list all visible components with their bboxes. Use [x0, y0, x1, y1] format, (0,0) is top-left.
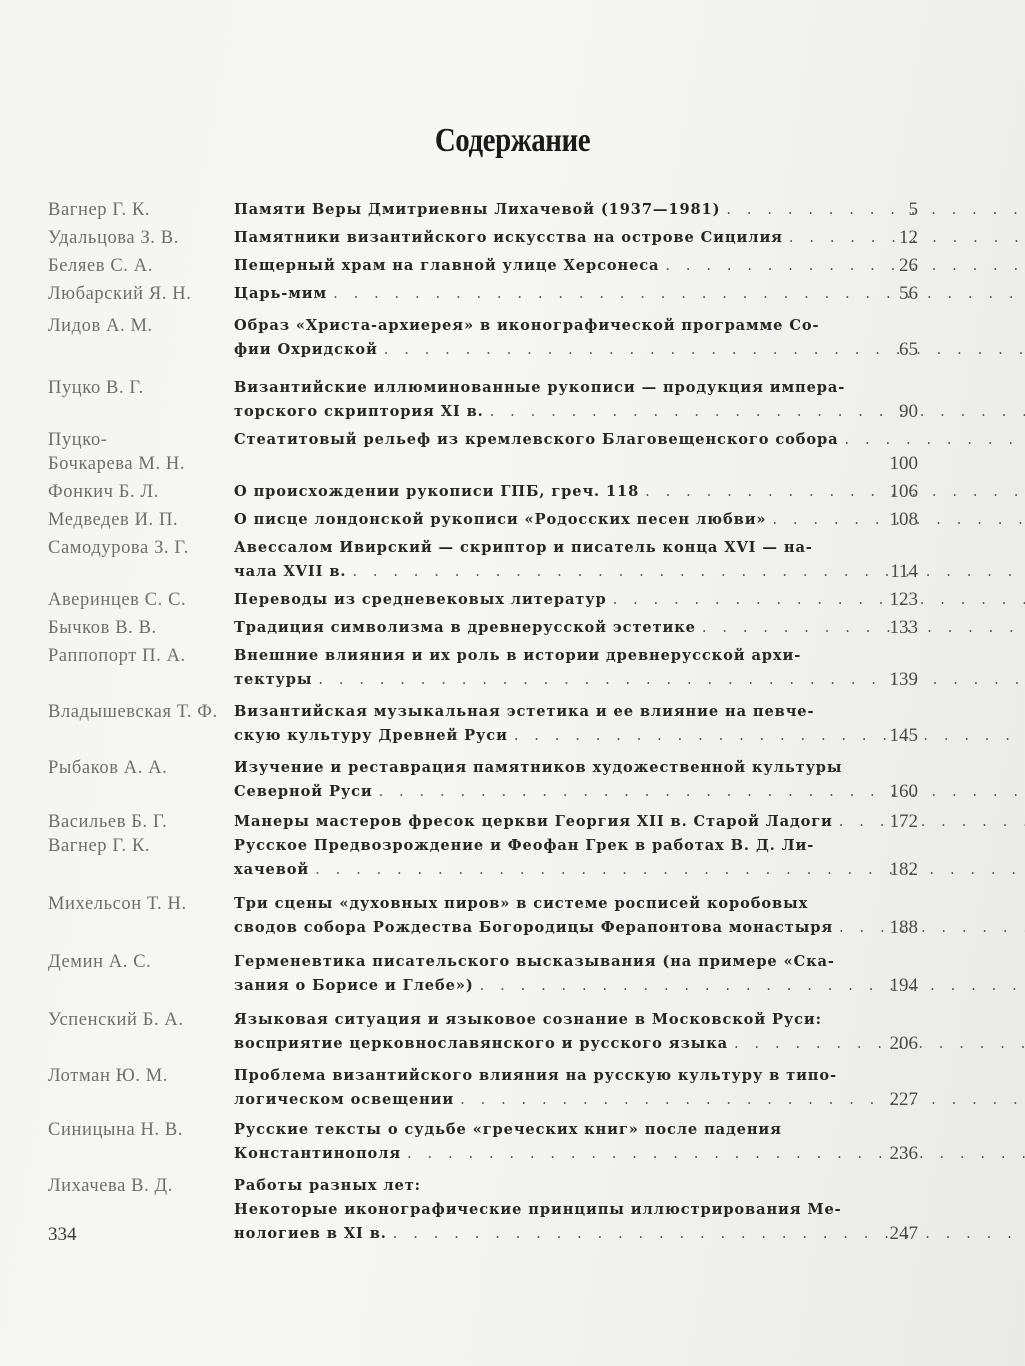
toc-author: Демин А. С. [48, 952, 152, 972]
toc-entry [48, 536, 918, 584]
dot-leader [613, 588, 1025, 612]
toc-title-text: Авессалом Ивирский — скриптор и писатель конца XVI — на- [234, 539, 813, 556]
toc-author: Медведев И. П. [48, 510, 179, 530]
toc-title-text: Стеатитовый рельеф из кремлевского Благовещенского собора [234, 431, 839, 448]
toc-title-line [234, 1174, 1025, 1198]
toc-page-number: 133 [889, 617, 918, 638]
toc-page-number: 227 [889, 1089, 918, 1110]
toc-author: Вагнер Г. К. [48, 200, 151, 220]
toc-title-text: Манеры мастеров фресок церкви Георгия XII в. Старой Ладоги [234, 813, 833, 830]
toc-title-text: Северной Руси [234, 783, 373, 800]
toc-page-number: 108 [889, 509, 918, 530]
toc-author: Бычков В. В. [48, 618, 157, 638]
toc-title-text: тектуры [234, 671, 313, 688]
toc-title-line [234, 536, 1025, 560]
toc-page-number: 236 [889, 1143, 918, 1164]
toc-title-text: Переводы из средневековых литератур [234, 591, 607, 608]
toc-title-text: Изучение и реставрация памятников художественной культуры [234, 759, 843, 776]
toc-page-number: 12 [899, 227, 918, 248]
toc-title-text: сводов собора Рождества Богородицы Ферапонтова монастыря [234, 919, 834, 936]
dot-leader [333, 282, 1025, 306]
toc-page-number: 100 [889, 453, 918, 474]
toc-author: Лотман Ю. М. [48, 1066, 169, 1086]
toc-title-text: Царь-мим [234, 285, 328, 302]
toc-entry [48, 376, 918, 424]
toc-entry [48, 282, 918, 306]
toc-entry [48, 428, 918, 476]
toc-entry [48, 644, 918, 692]
toc-page-number: 90 [899, 401, 918, 422]
toc-title-line [234, 892, 1025, 916]
toc-author: Любарский Я. Н. [48, 284, 192, 304]
dot-leader [514, 724, 1025, 748]
toc-title-line [234, 376, 1025, 400]
toc-title-text: Некоторые иконографические принципы иллюстрирования Ме- [234, 1201, 842, 1218]
dot-leader [480, 974, 1025, 998]
toc-page-number: 26 [899, 255, 918, 276]
toc-title-line [234, 834, 1025, 858]
toc-author: Аверинцев С. С. [48, 590, 187, 610]
toc-title-line [234, 428, 1025, 452]
toc-title-text: нологиев в XI в. [234, 1225, 387, 1242]
dot-leader [318, 668, 1025, 692]
toc-entry [48, 254, 918, 278]
toc-title-text: восприятие церковнославянского и русского языка [234, 1035, 729, 1052]
toc-entry [48, 508, 918, 532]
toc-author: Удальцова З. В. [48, 228, 179, 248]
toc-title-text: Герменевтика писательского высказывания (на примере «Ска- [234, 953, 835, 970]
toc-entry [48, 314, 918, 362]
toc-page-number: 56 [899, 283, 918, 304]
toc-page-number: 247 [889, 1223, 918, 1244]
toc-author: Вагнер Г. К. [48, 836, 151, 856]
toc-entry [48, 950, 918, 998]
toc-entry [48, 616, 918, 640]
dot-leader [460, 1088, 1025, 1112]
toc-page-number: 206 [889, 1033, 918, 1054]
toc-title-text: Памяти Веры Дмитриевны Лихачевой (1937—1981) [234, 201, 721, 218]
toc-title-text: скую культуру Древней Руси [234, 727, 508, 744]
toc-page-number: 114 [890, 561, 918, 582]
toc-title-text: Три сцены «духовных пиров» в системе росписей коробовых [234, 895, 809, 912]
toc-title-text: Памятники византийского искусства на острове Сицилия [234, 229, 783, 246]
toc-title-line [234, 644, 1025, 668]
dot-leader [379, 780, 1025, 804]
toc-title-line [234, 950, 1025, 974]
toc-author: Лидов А. М. [48, 316, 153, 336]
toc-page-number: 194 [889, 975, 918, 996]
toc-entry [48, 588, 918, 612]
toc-title-line [234, 756, 1025, 780]
toc-title-text: зания о Борисе и Глебе») [234, 977, 474, 994]
toc-author: Васильев Б. Г. [48, 812, 168, 832]
toc-title-text: Византийские иллюминованные рукописи — продукция импера- [234, 379, 846, 396]
page-title: Содержание [434, 122, 591, 159]
toc-title-text: хачевой [234, 861, 310, 878]
toc-title-line [234, 314, 1025, 338]
toc-author: Беляев С. А. [48, 256, 153, 276]
toc-title-text: О происхождении рукописи ГПБ, греч. 118 [234, 483, 640, 500]
page-number: 334 [48, 1224, 77, 1245]
toc-title-text: Работы разных лет: [234, 1177, 421, 1194]
toc-entry [48, 226, 918, 250]
toc-title-text: торского скриптория XI в. [234, 403, 484, 420]
table-of-contents [48, 198, 918, 1246]
toc-author: Владышевская Т. Ф. [48, 702, 218, 722]
toc-title-text: логическом освещении [234, 1091, 455, 1108]
toc-author: Пуцко В. Г. [48, 378, 144, 398]
toc-author: Раппопорт П. А. [48, 646, 186, 666]
toc-entry [48, 1118, 918, 1166]
toc-author: Рыбаков А. А. [48, 758, 168, 778]
toc-title-text: Языковая ситуация и языковое сознание в Московской Руси: [234, 1011, 822, 1028]
toc-title-text: Внешние влияния и их роль в истории древнерусской архи- [234, 647, 802, 664]
dot-leader [702, 616, 1025, 640]
toc-title-line [234, 1118, 1025, 1142]
dot-leader [839, 810, 1025, 834]
toc-entry [48, 810, 918, 834]
dot-leader [393, 1222, 1025, 1246]
toc-author: Синицына Н. В. [48, 1120, 184, 1140]
dot-leader [315, 858, 1025, 882]
toc-page-number: 145 [889, 725, 918, 746]
toc-author: Лихачева В. Д. [48, 1176, 174, 1196]
toc-author: Самодурова З. Г. [48, 538, 189, 558]
toc-entry [48, 892, 918, 940]
toc-page-number: 182 [889, 859, 918, 880]
dot-leader [352, 560, 1025, 584]
toc-author: Пуцко- Бочкарева М. Н. [48, 430, 186, 474]
toc-page-number: 123 [889, 589, 918, 610]
toc-title-text: Русские тексты о судьбе «греческих книг» после падения [234, 1121, 782, 1138]
toc-entry [48, 1174, 918, 1246]
toc-entry [48, 480, 918, 504]
toc-page-number: 5 [908, 199, 918, 220]
toc-page-number: 65 [899, 339, 918, 360]
toc-title-text: О писце лондонской рукописи «Родосских песен любви» [234, 511, 767, 528]
dot-leader [845, 428, 1025, 452]
toc-page-number: 188 [889, 917, 918, 938]
toc-author: Михельсон Т. Н. [48, 894, 187, 914]
toc-title-line [234, 1064, 1025, 1088]
toc-page-number: 139 [889, 669, 918, 690]
toc-page-number: 172 [889, 811, 918, 832]
toc-title-line [234, 1008, 1025, 1032]
toc-title-text: Пещерный храм на главной улице Херсонеса [234, 257, 660, 274]
toc-title-line [234, 700, 1025, 724]
toc-author: Фонкич Б. Л. [48, 482, 159, 502]
toc-title-line [234, 1198, 1025, 1222]
toc-entry [48, 1064, 918, 1112]
toc-entry [48, 198, 918, 222]
toc-title-text: Русское Предвозрождение и Феофан Грек в работах В. Д. Ли- [234, 837, 815, 854]
toc-title-text: Образ «Христа-архиерея» в иконографической программе Со- [234, 317, 820, 334]
toc-entry [48, 1008, 918, 1056]
dot-leader [384, 338, 1025, 362]
toc-title-text: фии Охридской [234, 341, 378, 358]
toc-title-text: Византийская музыкальная эстетика и ее влияние на певче- [234, 703, 815, 720]
toc-entry [48, 700, 918, 748]
toc-entry [48, 834, 918, 882]
dot-leader [490, 400, 1025, 424]
toc-title-text: Традиция символизма в древнерусской эстетике [234, 619, 696, 636]
toc-page-number: 106 [889, 481, 918, 502]
toc-title-text: Проблема византийского влияния на русскую культуру в типо- [234, 1067, 837, 1084]
toc-title-text: Константинополя [234, 1145, 402, 1162]
dot-leader [665, 254, 1025, 278]
toc-page-number: 160 [889, 781, 918, 802]
dot-leader [407, 1142, 1025, 1166]
dot-leader [839, 916, 1025, 940]
dot-leader [645, 480, 1025, 504]
toc-author: Успенский Б. А. [48, 1010, 184, 1030]
toc-entry [48, 756, 918, 804]
toc-title-text: чала XVII в. [234, 563, 347, 580]
